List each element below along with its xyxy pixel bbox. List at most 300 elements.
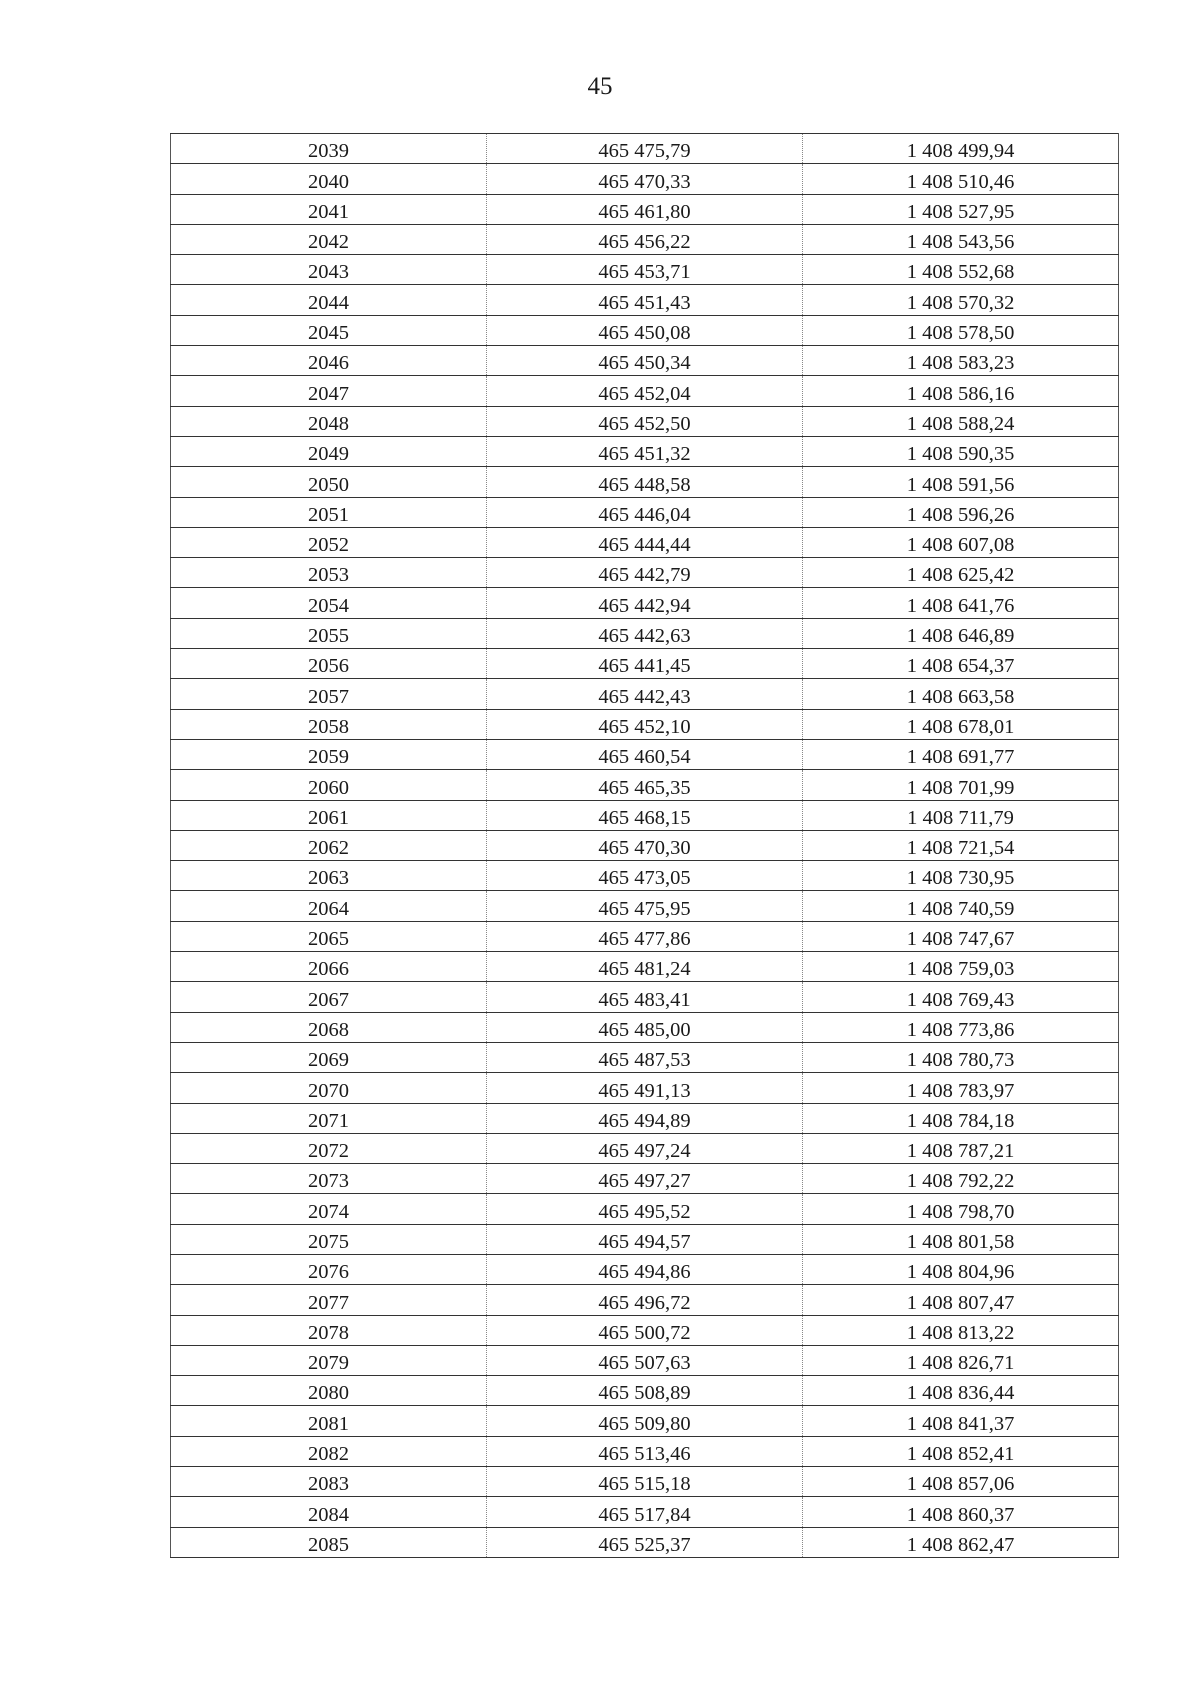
y-coordinate-value: 1 408 780,73 xyxy=(906,1049,1015,1072)
table-row xyxy=(171,376,1119,406)
table-row xyxy=(171,406,1119,436)
point-number-value: 2073 xyxy=(308,1170,349,1193)
x-coordinate-cell xyxy=(487,1406,803,1436)
y-coordinate-cell xyxy=(803,497,1119,527)
x-coordinate-value: 465 473,05 xyxy=(598,867,691,890)
x-coordinate-cell xyxy=(487,134,803,164)
y-coordinate-value: 1 408 747,67 xyxy=(906,928,1015,951)
table-row xyxy=(171,1345,1119,1375)
x-coordinate-cell xyxy=(487,1012,803,1042)
x-coordinate-cell xyxy=(487,558,803,588)
y-coordinate-cell xyxy=(803,618,1119,648)
y-coordinate-value: 1 408 852,41 xyxy=(906,1443,1015,1466)
y-coordinate-cell xyxy=(803,1285,1119,1315)
point-number-value: 2052 xyxy=(308,534,349,557)
x-coordinate-cell xyxy=(487,164,803,194)
y-coordinate-value: 1 408 792,22 xyxy=(906,1170,1015,1193)
table-row xyxy=(171,679,1119,709)
y-coordinate-cell xyxy=(803,406,1119,436)
point-number-cell xyxy=(171,285,487,315)
y-coordinate-cell xyxy=(803,224,1119,254)
table-row xyxy=(171,436,1119,466)
y-coordinate-cell xyxy=(803,1527,1119,1557)
point-number-value: 2041 xyxy=(308,200,349,223)
y-coordinate-value: 1 408 607,08 xyxy=(906,534,1015,557)
point-number-cell xyxy=(171,1376,487,1406)
x-coordinate-cell xyxy=(487,891,803,921)
y-coordinate-cell xyxy=(803,679,1119,709)
point-number-cell xyxy=(171,134,487,164)
point-number-cell xyxy=(171,1224,487,1254)
point-number-cell xyxy=(171,800,487,830)
y-coordinate-cell xyxy=(803,1012,1119,1042)
point-number-cell xyxy=(171,224,487,254)
point-number-value: 2042 xyxy=(308,231,349,254)
point-number-value: 2059 xyxy=(308,746,349,769)
point-number-cell xyxy=(171,558,487,588)
point-number-value: 2065 xyxy=(308,928,349,951)
y-coordinate-cell xyxy=(803,1254,1119,1284)
x-coordinate-cell xyxy=(487,376,803,406)
x-coordinate-value: 465 483,41 xyxy=(598,988,691,1011)
x-coordinate-cell xyxy=(487,649,803,679)
table-row xyxy=(171,800,1119,830)
x-coordinate-value: 465 452,50 xyxy=(598,412,691,435)
x-coordinate-value: 465 481,24 xyxy=(598,958,691,981)
point-number-value: 2060 xyxy=(308,776,349,799)
x-coordinate-cell xyxy=(487,1164,803,1194)
x-coordinate-cell xyxy=(487,255,803,285)
x-coordinate-value: 465 494,89 xyxy=(598,1109,691,1132)
x-coordinate-cell xyxy=(487,1285,803,1315)
point-number-value: 2071 xyxy=(308,1109,349,1132)
table-row xyxy=(171,1527,1119,1557)
y-coordinate-value: 1 408 625,42 xyxy=(906,564,1015,587)
table-row xyxy=(171,255,1119,285)
x-coordinate-value: 465 444,44 xyxy=(598,534,691,557)
x-coordinate-cell xyxy=(487,1527,803,1557)
x-coordinate-cell xyxy=(487,679,803,709)
x-coordinate-value: 465 487,53 xyxy=(598,1049,691,1072)
table-row xyxy=(171,861,1119,891)
y-coordinate-value: 1 408 590,35 xyxy=(906,443,1015,466)
x-coordinate-cell xyxy=(487,1376,803,1406)
table-row xyxy=(171,134,1119,164)
y-coordinate-cell xyxy=(803,1103,1119,1133)
table-row xyxy=(171,1406,1119,1436)
x-coordinate-value: 465 496,72 xyxy=(598,1291,691,1314)
table-row xyxy=(171,285,1119,315)
x-coordinate-cell xyxy=(487,709,803,739)
x-coordinate-cell xyxy=(487,497,803,527)
point-number-value: 2063 xyxy=(308,867,349,890)
y-coordinate-cell xyxy=(803,921,1119,951)
point-number-cell xyxy=(171,649,487,679)
x-coordinate-value: 465 508,89 xyxy=(598,1382,691,1405)
table-row xyxy=(171,709,1119,739)
x-coordinate-cell xyxy=(487,830,803,860)
point-number-cell xyxy=(171,1254,487,1284)
y-coordinate-cell xyxy=(803,1164,1119,1194)
x-coordinate-value: 465 509,80 xyxy=(598,1412,691,1435)
point-number-cell xyxy=(171,1285,487,1315)
y-coordinate-value: 1 408 804,96 xyxy=(906,1261,1015,1284)
point-number-value: 2046 xyxy=(308,352,349,375)
table-row xyxy=(171,1164,1119,1194)
y-coordinate-cell xyxy=(803,800,1119,830)
y-coordinate-cell xyxy=(803,255,1119,285)
y-coordinate-value: 1 408 860,37 xyxy=(906,1503,1015,1526)
y-coordinate-value: 1 408 646,89 xyxy=(906,625,1015,648)
point-number-cell xyxy=(171,497,487,527)
y-coordinate-cell xyxy=(803,467,1119,497)
x-coordinate-value: 465 497,24 xyxy=(598,1140,691,1163)
x-coordinate-cell xyxy=(487,1345,803,1375)
x-coordinate-value: 465 446,04 xyxy=(598,503,691,526)
x-coordinate-cell xyxy=(487,436,803,466)
point-number-cell xyxy=(171,739,487,769)
x-coordinate-value: 465 450,34 xyxy=(598,352,691,375)
x-coordinate-value: 465 470,33 xyxy=(598,170,691,193)
table-row xyxy=(171,1285,1119,1315)
point-number-value: 2084 xyxy=(308,1503,349,1526)
y-coordinate-cell xyxy=(803,558,1119,588)
x-coordinate-cell xyxy=(487,224,803,254)
point-number-value: 2067 xyxy=(308,988,349,1011)
point-number-value: 2066 xyxy=(308,958,349,981)
table-row xyxy=(171,1467,1119,1497)
x-coordinate-value: 465 451,43 xyxy=(598,291,691,314)
point-number-cell xyxy=(171,1164,487,1194)
table-row xyxy=(171,1012,1119,1042)
x-coordinate-value: 465 485,00 xyxy=(598,1018,691,1041)
point-number-cell xyxy=(171,921,487,951)
point-number-cell xyxy=(171,1406,487,1436)
table-row xyxy=(171,527,1119,557)
y-coordinate-cell xyxy=(803,134,1119,164)
x-coordinate-cell xyxy=(487,618,803,648)
x-coordinate-value: 465 442,43 xyxy=(598,685,691,708)
y-coordinate-value: 1 408 578,50 xyxy=(906,322,1015,345)
table-row xyxy=(171,1497,1119,1527)
y-coordinate-value: 1 408 711,79 xyxy=(907,806,1014,829)
y-coordinate-cell xyxy=(803,376,1119,406)
x-coordinate-cell xyxy=(487,1103,803,1133)
x-coordinate-value: 465 500,72 xyxy=(598,1321,691,1344)
point-number-value: 2075 xyxy=(308,1230,349,1253)
y-coordinate-value: 1 408 783,97 xyxy=(906,1079,1015,1102)
y-coordinate-value: 1 408 801,58 xyxy=(906,1230,1015,1253)
x-coordinate-value: 465 460,54 xyxy=(598,746,691,769)
point-number-value: 2058 xyxy=(308,715,349,738)
x-coordinate-value: 465 451,32 xyxy=(598,443,691,466)
x-coordinate-value: 465 494,57 xyxy=(598,1230,691,1253)
table-row xyxy=(171,891,1119,921)
y-coordinate-value: 1 408 570,32 xyxy=(906,291,1015,314)
x-coordinate-cell xyxy=(487,800,803,830)
y-coordinate-value: 1 408 807,47 xyxy=(906,1291,1015,1314)
y-coordinate-cell xyxy=(803,1073,1119,1103)
point-number-cell xyxy=(171,1194,487,1224)
coordinates-table-body xyxy=(171,134,1119,1558)
point-number-value: 2069 xyxy=(308,1049,349,1072)
y-coordinate-cell xyxy=(803,194,1119,224)
point-number-value: 2061 xyxy=(308,806,349,829)
table-row xyxy=(171,1073,1119,1103)
x-coordinate-cell xyxy=(487,194,803,224)
x-coordinate-value: 465 495,52 xyxy=(598,1200,691,1223)
y-coordinate-value: 1 408 510,46 xyxy=(906,170,1015,193)
x-coordinate-value: 465 441,45 xyxy=(598,655,691,678)
table-row xyxy=(171,497,1119,527)
table-row xyxy=(171,1436,1119,1466)
page-number: 45 xyxy=(587,73,613,100)
y-coordinate-value: 1 408 678,01 xyxy=(906,715,1015,738)
table-row xyxy=(171,194,1119,224)
x-coordinate-cell xyxy=(487,1224,803,1254)
point-number-cell xyxy=(171,406,487,436)
x-coordinate-value: 465 456,22 xyxy=(598,231,691,254)
table-row xyxy=(171,346,1119,376)
table-row xyxy=(171,224,1119,254)
x-coordinate-cell xyxy=(487,467,803,497)
y-coordinate-cell xyxy=(803,588,1119,618)
x-coordinate-value: 465 497,27 xyxy=(598,1170,691,1193)
x-coordinate-cell xyxy=(487,770,803,800)
x-coordinate-cell xyxy=(487,982,803,1012)
x-coordinate-cell xyxy=(487,1194,803,1224)
x-coordinate-value: 465 475,79 xyxy=(598,140,691,163)
y-coordinate-value: 1 408 841,37 xyxy=(906,1412,1015,1435)
y-coordinate-cell xyxy=(803,1436,1119,1466)
y-coordinate-cell xyxy=(803,346,1119,376)
x-coordinate-value: 465 465,35 xyxy=(598,776,691,799)
point-number-cell xyxy=(171,709,487,739)
coordinates-table xyxy=(170,133,1119,1558)
point-number-cell xyxy=(171,1042,487,1072)
y-coordinate-value: 1 408 499,94 xyxy=(906,140,1015,163)
table-row xyxy=(171,1194,1119,1224)
x-coordinate-cell xyxy=(487,1254,803,1284)
point-number-cell xyxy=(171,891,487,921)
y-coordinate-cell xyxy=(803,770,1119,800)
point-number-value: 2082 xyxy=(308,1443,349,1466)
y-coordinate-cell xyxy=(803,952,1119,982)
y-coordinate-cell xyxy=(803,164,1119,194)
point-number-value: 2062 xyxy=(308,837,349,860)
y-coordinate-cell xyxy=(803,1224,1119,1254)
x-coordinate-cell xyxy=(487,1436,803,1466)
point-number-value: 2049 xyxy=(308,443,349,466)
x-coordinate-cell xyxy=(487,921,803,951)
x-coordinate-cell xyxy=(487,588,803,618)
table-row xyxy=(171,921,1119,951)
point-number-value: 2043 xyxy=(308,261,349,284)
point-number-cell xyxy=(171,1073,487,1103)
point-number-value: 2085 xyxy=(308,1533,349,1556)
x-coordinate-value: 465 491,13 xyxy=(598,1079,691,1102)
x-coordinate-value: 465 477,86 xyxy=(598,928,691,951)
x-coordinate-value: 465 507,63 xyxy=(598,1352,691,1375)
point-number-value: 2068 xyxy=(308,1018,349,1041)
y-coordinate-cell xyxy=(803,1406,1119,1436)
y-coordinate-cell xyxy=(803,1194,1119,1224)
point-number-value: 2056 xyxy=(308,655,349,678)
point-number-cell xyxy=(171,1345,487,1375)
table-row xyxy=(171,315,1119,345)
x-coordinate-value: 465 452,10 xyxy=(598,715,691,738)
y-coordinate-value: 1 408 641,76 xyxy=(906,594,1015,617)
point-number-value: 2083 xyxy=(308,1473,349,1496)
y-coordinate-cell xyxy=(803,1376,1119,1406)
x-coordinate-value: 465 442,94 xyxy=(598,594,691,617)
point-number-cell xyxy=(171,770,487,800)
table-row xyxy=(171,1224,1119,1254)
point-number-value: 2044 xyxy=(308,291,349,314)
point-number-value: 2050 xyxy=(308,473,349,496)
point-number-value: 2040 xyxy=(308,170,349,193)
x-coordinate-value: 465 515,18 xyxy=(598,1473,691,1496)
point-number-cell xyxy=(171,1315,487,1345)
y-coordinate-value: 1 408 759,03 xyxy=(906,958,1015,981)
table-row xyxy=(171,558,1119,588)
point-number-value: 2039 xyxy=(308,140,349,163)
table-row xyxy=(171,830,1119,860)
table-row xyxy=(171,952,1119,982)
point-number-cell xyxy=(171,1133,487,1163)
y-coordinate-cell xyxy=(803,1497,1119,1527)
y-coordinate-value: 1 408 701,99 xyxy=(906,776,1015,799)
y-coordinate-cell xyxy=(803,527,1119,557)
x-coordinate-cell xyxy=(487,739,803,769)
point-number-cell xyxy=(171,982,487,1012)
y-coordinate-value: 1 408 552,68 xyxy=(906,261,1015,284)
y-coordinate-cell xyxy=(803,1133,1119,1163)
x-coordinate-value: 465 513,46 xyxy=(598,1443,691,1466)
table-row xyxy=(171,1103,1119,1133)
y-coordinate-value: 1 408 691,77 xyxy=(906,746,1015,769)
y-coordinate-value: 1 408 586,16 xyxy=(906,382,1015,405)
x-coordinate-value: 465 494,86 xyxy=(598,1261,691,1284)
y-coordinate-cell xyxy=(803,1042,1119,1072)
x-coordinate-value: 465 475,95 xyxy=(598,897,691,920)
point-number-value: 2078 xyxy=(308,1321,349,1344)
x-coordinate-cell xyxy=(487,1073,803,1103)
y-coordinate-cell xyxy=(803,830,1119,860)
x-coordinate-cell xyxy=(487,1467,803,1497)
y-coordinate-value: 1 408 857,06 xyxy=(906,1473,1015,1496)
x-coordinate-value: 465 452,04 xyxy=(598,382,691,405)
x-coordinate-value: 465 525,37 xyxy=(598,1533,691,1556)
y-coordinate-cell xyxy=(803,1315,1119,1345)
point-number-value: 2057 xyxy=(308,685,349,708)
point-number-cell xyxy=(171,830,487,860)
y-coordinate-value: 1 408 862,47 xyxy=(906,1533,1015,1556)
point-number-cell xyxy=(171,1527,487,1557)
y-coordinate-cell xyxy=(803,739,1119,769)
point-number-value: 2076 xyxy=(308,1261,349,1284)
table-row xyxy=(171,770,1119,800)
point-number-cell xyxy=(171,376,487,406)
x-coordinate-cell xyxy=(487,346,803,376)
x-coordinate-cell xyxy=(487,861,803,891)
y-coordinate-cell xyxy=(803,315,1119,345)
y-coordinate-value: 1 408 596,26 xyxy=(906,503,1015,526)
x-coordinate-value: 465 461,80 xyxy=(598,200,691,223)
y-coordinate-value: 1 408 654,37 xyxy=(906,655,1015,678)
x-coordinate-cell xyxy=(487,1315,803,1345)
point-number-cell xyxy=(171,164,487,194)
point-number-cell xyxy=(171,952,487,982)
y-coordinate-cell xyxy=(803,891,1119,921)
table-row xyxy=(171,1315,1119,1345)
y-coordinate-cell xyxy=(803,709,1119,739)
x-coordinate-value: 465 442,79 xyxy=(598,564,691,587)
point-number-value: 2072 xyxy=(308,1140,349,1163)
point-number-value: 2080 xyxy=(308,1382,349,1405)
y-coordinate-value: 1 408 836,44 xyxy=(906,1382,1015,1405)
point-number-cell xyxy=(171,861,487,891)
y-coordinate-cell xyxy=(803,982,1119,1012)
y-coordinate-value: 1 408 527,95 xyxy=(906,200,1015,223)
x-coordinate-value: 465 448,58 xyxy=(598,473,691,496)
point-number-value: 2054 xyxy=(308,594,349,617)
table-row xyxy=(171,739,1119,769)
point-number-cell xyxy=(171,679,487,709)
x-coordinate-cell xyxy=(487,1133,803,1163)
y-coordinate-cell xyxy=(803,649,1119,679)
y-coordinate-value: 1 408 784,18 xyxy=(906,1109,1015,1132)
x-coordinate-cell xyxy=(487,285,803,315)
point-number-cell xyxy=(171,618,487,648)
point-number-value: 2045 xyxy=(308,322,349,345)
x-coordinate-cell xyxy=(487,952,803,982)
x-coordinate-cell xyxy=(487,1497,803,1527)
point-number-cell xyxy=(171,436,487,466)
table-row xyxy=(171,467,1119,497)
table-row xyxy=(171,618,1119,648)
y-coordinate-value: 1 408 787,21 xyxy=(906,1140,1015,1163)
point-number-cell xyxy=(171,1467,487,1497)
point-number-cell xyxy=(171,255,487,285)
table-row xyxy=(171,1133,1119,1163)
table-row xyxy=(171,1376,1119,1406)
point-number-cell xyxy=(171,194,487,224)
table-row xyxy=(171,982,1119,1012)
point-number-cell xyxy=(171,588,487,618)
point-number-value: 2070 xyxy=(308,1079,349,1102)
y-coordinate-cell xyxy=(803,861,1119,891)
point-number-value: 2051 xyxy=(308,503,349,526)
point-number-value: 2064 xyxy=(308,897,349,920)
table-row xyxy=(171,164,1119,194)
table-row xyxy=(171,1254,1119,1284)
point-number-value: 2081 xyxy=(308,1412,349,1435)
y-coordinate-value: 1 408 721,54 xyxy=(906,837,1015,860)
y-coordinate-cell xyxy=(803,1345,1119,1375)
y-coordinate-value: 1 408 740,59 xyxy=(906,897,1015,920)
y-coordinate-value: 1 408 798,70 xyxy=(906,1200,1015,1223)
x-coordinate-value: 465 470,30 xyxy=(598,837,691,860)
x-coordinate-cell xyxy=(487,1042,803,1072)
table-row xyxy=(171,588,1119,618)
x-coordinate-value: 465 468,15 xyxy=(598,806,691,829)
y-coordinate-value: 1 408 591,56 xyxy=(906,473,1015,496)
point-number-cell xyxy=(171,1103,487,1133)
y-coordinate-value: 1 408 769,43 xyxy=(906,988,1015,1011)
point-number-cell xyxy=(171,1012,487,1042)
point-number-cell xyxy=(171,527,487,557)
